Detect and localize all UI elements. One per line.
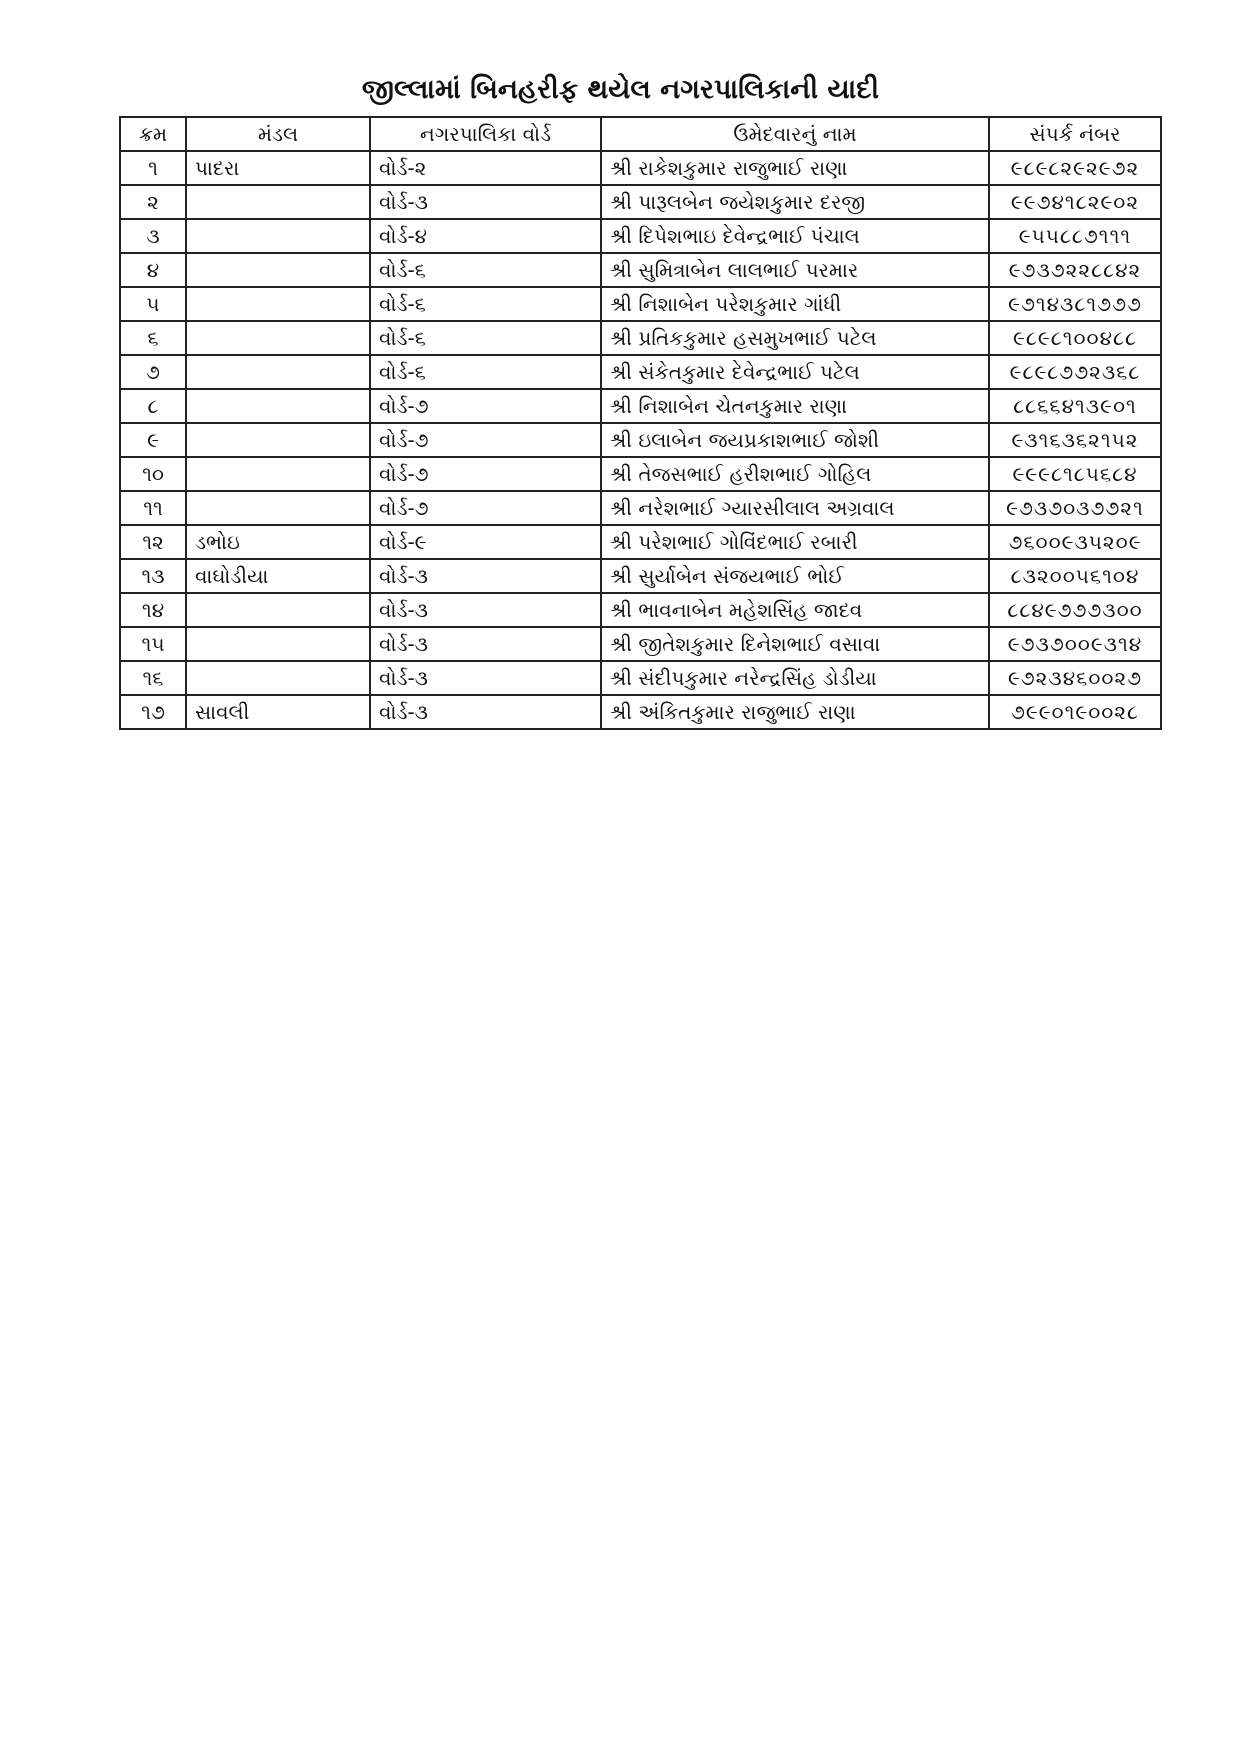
- ward-cell: વોર્ડ-૭: [370, 491, 601, 525]
- serial-cell: ૮: [120, 389, 186, 423]
- serial-cell: ૯: [120, 423, 186, 457]
- ward-cell: વોર્ડ-૩: [370, 627, 601, 661]
- ward-cell: વોર્ડ-૭: [370, 423, 601, 457]
- ward-cell: વોર્ડ-૩: [370, 559, 601, 593]
- ward-cell: વોર્ડ-૬: [370, 321, 601, 355]
- candidate-name-cell: શ્રી સુર્યાબેન સંજયભાઈ ભોઈ: [601, 559, 989, 593]
- mandal-cell: [186, 593, 370, 627]
- candidate-name-cell: શ્રી રાકેશકુમાર રાજુભાઈ રાણા: [601, 151, 989, 185]
- contact-number-cell: ૯૩૧૬૩૬૨૧૫૨: [989, 423, 1161, 457]
- candidate-name-cell: શ્રી ભાવનાબેન મહેશસિંહ જાદવ: [601, 593, 989, 627]
- table-row: [120, 661, 1161, 695]
- ward-cell: વોર્ડ-૬: [370, 253, 601, 287]
- serial-cell: ૧૩: [120, 559, 186, 593]
- table-row: [120, 491, 1161, 525]
- candidate-name-cell: શ્રી સંદીપકુમાર નરેન્દ્રસિંહ ડોડીયા: [601, 661, 989, 695]
- ward-cell: વોર્ડ-૨: [370, 151, 601, 185]
- contact-number-cell: ૯૭૨૩૪૬૦૦૨૭: [989, 661, 1161, 695]
- candidate-name-cell: શ્રી સુમિત્રાબેન લાલભાઈ પરમાર: [601, 253, 989, 287]
- mandal-cell: પાદરા: [186, 151, 370, 185]
- serial-cell: ૧૭: [120, 695, 186, 729]
- candidate-name-cell: શ્રી પ્રતિકકુમાર હસમુખભાઈ પટેલ: [601, 321, 989, 355]
- ward-cell: વોર્ડ-૩: [370, 695, 601, 729]
- table-row: [120, 423, 1161, 457]
- candidate-name-cell: શ્રી જીતેશકુમાર દિનેશભાઈ વસાવા: [601, 627, 989, 661]
- serial-cell: ૧૫: [120, 627, 186, 661]
- candidate-name-cell: શ્રી દિપેશભાઇ દેવેન્દ્રભાઈ પંચાલ: [601, 219, 989, 253]
- ward-cell: વોર્ડ-૭: [370, 389, 601, 423]
- header-candidate-name: ઉમેદવારનું નામ: [601, 117, 989, 151]
- ward-cell: વોર્ડ-૬: [370, 355, 601, 389]
- table-row: [120, 695, 1161, 729]
- mandal-cell: [186, 627, 370, 661]
- table-header-row: [120, 117, 1161, 151]
- serial-cell: ૧૪: [120, 593, 186, 627]
- table-row: [120, 355, 1161, 389]
- contact-number-cell: ૯૫૫૮૮૭૧૧૧: [989, 219, 1161, 253]
- contact-number-cell: ૯૮૯૮૨૯૨૯૭૨: [989, 151, 1161, 185]
- candidate-name-cell: શ્રી તેજસભાઈ હરીશભાઈ ગોહિલ: [601, 457, 989, 491]
- table-row: [120, 219, 1161, 253]
- mandal-cell: [186, 457, 370, 491]
- table-row: [120, 593, 1161, 627]
- contact-number-cell: ૮૮૪૯૭૭૭૩૦૦: [989, 593, 1161, 627]
- table-body: [120, 151, 1161, 729]
- mandal-cell: ડભોઇ: [186, 525, 370, 559]
- contact-number-cell: ૯૯૯૮૧૮૫૬૮૪: [989, 457, 1161, 491]
- contact-number-cell: ૯૭૩૭૨૨૮૮૪૨: [989, 253, 1161, 287]
- serial-cell: ૧૬: [120, 661, 186, 695]
- header-contact-number: સંપર્ક નંબર: [989, 117, 1161, 151]
- candidate-name-cell: શ્રી નિશાબેન પરેશકુમાર ગાંધી: [601, 287, 989, 321]
- serial-cell: ૧૧: [120, 491, 186, 525]
- candidate-table: [119, 116, 1162, 730]
- contact-number-cell: ૯૮૯૮૭૭૨૩૬૮: [989, 355, 1161, 389]
- table-row: [120, 253, 1161, 287]
- contact-number-cell: ૭૯૯૦૧૯૦૦૨૮: [989, 695, 1161, 729]
- contact-number-cell: ૯૭૩૭૦૦૯૩૧૪: [989, 627, 1161, 661]
- ward-cell: વોર્ડ-૬: [370, 287, 601, 321]
- mandal-cell: [186, 321, 370, 355]
- serial-cell: ૧: [120, 151, 186, 185]
- contact-number-cell: ૯૮૯૮૧૦૦૪૮૮: [989, 321, 1161, 355]
- mandal-cell: વાઘોડીયા: [186, 559, 370, 593]
- table-row: [120, 321, 1161, 355]
- contact-number-cell: ૯૭૧૪૩૮૧૭૭૭: [989, 287, 1161, 321]
- header-serial: ક્રમ: [120, 117, 186, 151]
- serial-cell: ૨: [120, 185, 186, 219]
- serial-cell: ૧૨: [120, 525, 186, 559]
- serial-cell: ૧૦: [120, 457, 186, 491]
- ward-cell: વોર્ડ-૪: [370, 219, 601, 253]
- page-title: જીલ્લામાં બિનહરીફ થયેલ નગરપાલિકાની યાદી: [361, 74, 880, 105]
- serial-cell: ૭: [120, 355, 186, 389]
- serial-cell: ૩: [120, 219, 186, 253]
- table-row: [120, 185, 1161, 219]
- ward-cell: વોર્ડ-૭: [370, 457, 601, 491]
- candidate-name-cell: શ્રી અંકિતકુમાર રાજુભાઈ રાણા: [601, 695, 989, 729]
- contact-number-cell: ૮૮૬૬૪૧૩૯૦૧: [989, 389, 1161, 423]
- mandal-cell: [186, 253, 370, 287]
- mandal-cell: [186, 661, 370, 695]
- table-row: [120, 627, 1161, 661]
- table-row: [120, 559, 1161, 593]
- mandal-cell: [186, 355, 370, 389]
- mandal-cell: [186, 185, 370, 219]
- mandal-cell: [186, 423, 370, 457]
- contact-number-cell: ૭૬૦૦૯૩૫૨૦૯: [989, 525, 1161, 559]
- candidate-name-cell: શ્રી સંકેતકુમાર દેવેન્દ્રભાઈ પટેલ: [601, 355, 989, 389]
- ward-cell: વોર્ડ-૯: [370, 525, 601, 559]
- candidate-name-cell: શ્રી નરેશભાઈ ગ્યારસીલાલ અગ્રવાલ: [601, 491, 989, 525]
- ward-cell: વોર્ડ-૩: [370, 185, 601, 219]
- contact-number-cell: ૮૩૨૦૦૫૬૧૦૪: [989, 559, 1161, 593]
- header-mandal: મંડલ: [186, 117, 370, 151]
- serial-cell: ૪: [120, 253, 186, 287]
- mandal-cell: [186, 491, 370, 525]
- header-ward: નગરપાલિકા વોર્ડ: [370, 117, 601, 151]
- mandal-cell: [186, 287, 370, 321]
- table-row: [120, 287, 1161, 321]
- mandal-cell: સાવલી: [186, 695, 370, 729]
- candidate-name-cell: શ્રી ઇલાબેન જયપ્રકાશભાઈ જોશી: [601, 423, 989, 457]
- table-row: [120, 457, 1161, 491]
- mandal-cell: [186, 219, 370, 253]
- mandal-cell: [186, 389, 370, 423]
- serial-cell: ૫: [120, 287, 186, 321]
- candidate-name-cell: શ્રી નિશાબેન ચેતનકુમાર રાણા: [601, 389, 989, 423]
- serial-cell: ૬: [120, 321, 186, 355]
- ward-cell: વોર્ડ-૩: [370, 593, 601, 627]
- ward-cell: વોર્ડ-૩: [370, 661, 601, 695]
- contact-number-cell: ૯૯૭૪૧૮૨૯૦૨: [989, 185, 1161, 219]
- candidate-name-cell: શ્રી પરેશભાઈ ગોવિંદભાઈ રબારી: [601, 525, 989, 559]
- table-row: [120, 525, 1161, 559]
- candidate-name-cell: શ્રી પારૂલબેન જયેશકુમાર દરજી: [601, 185, 989, 219]
- contact-number-cell: ૯૭૩૭૦૩૭૭૨૧: [989, 491, 1161, 525]
- table-row: [120, 151, 1161, 185]
- table-row: [120, 389, 1161, 423]
